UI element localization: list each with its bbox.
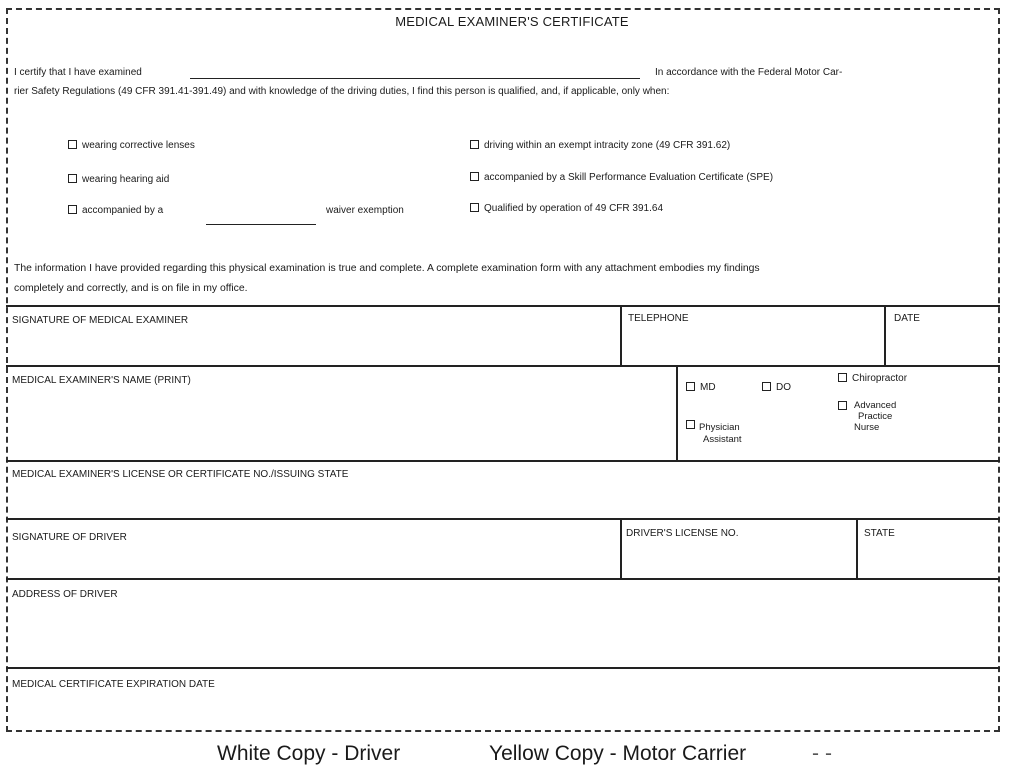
driver-address-label: ADDRESS OF DRIVER bbox=[12, 589, 118, 600]
waiver-type-field[interactable] bbox=[206, 224, 316, 225]
waiver-suffix-label: waiver exemption bbox=[326, 205, 404, 216]
md-label: MD bbox=[700, 382, 716, 393]
driver-address-field[interactable] bbox=[8, 580, 998, 666]
certificate-title: MEDICAL EXAMINER'S CERTIFICATE bbox=[395, 14, 629, 29]
driver-license-label: DRIVER'S LICENSE NO. bbox=[626, 528, 739, 539]
cfr-391-64-checkbox[interactable] bbox=[470, 203, 479, 212]
footer-yellow-copy: Yellow Copy - Motor Carrier bbox=[489, 742, 747, 765]
spe-certificate-checkbox[interactable] bbox=[470, 172, 479, 181]
state-field[interactable] bbox=[858, 520, 998, 577]
condition-corrective-lenses[interactable] bbox=[68, 140, 195, 151]
state-label: STATE bbox=[864, 528, 895, 539]
condition-waiver[interactable] bbox=[68, 205, 163, 216]
driver-signature-label: SIGNATURE OF DRIVER bbox=[12, 532, 127, 543]
waiver-prefix-label: accompanied by a bbox=[82, 205, 164, 216]
date-field[interactable] bbox=[886, 307, 998, 364]
condition-hearing-aid[interactable] bbox=[68, 174, 169, 185]
intracity-zone-checkbox[interactable] bbox=[470, 140, 479, 149]
driver-license-field[interactable] bbox=[622, 520, 855, 577]
condition-spe-certificate[interactable] bbox=[470, 172, 773, 183]
expiration-date-field[interactable] bbox=[8, 669, 998, 729]
credential-do[interactable] bbox=[762, 382, 791, 393]
expiration-date-label: MEDICAL CERTIFICATE EXPIRATION DATE bbox=[12, 679, 215, 690]
condition-intracity-zone[interactable] bbox=[470, 140, 730, 151]
credential-chiropractor[interactable] bbox=[838, 373, 907, 384]
footer-dashes: -- bbox=[812, 742, 838, 765]
certify-suffix: In accordance with the Federal Motor Car- bbox=[655, 67, 843, 78]
corrective-lenses-checkbox[interactable] bbox=[68, 140, 77, 149]
md-checkbox[interactable] bbox=[686, 382, 695, 391]
condition-391-64[interactable] bbox=[470, 203, 663, 214]
chiropractor-label: Chiropractor bbox=[852, 373, 908, 384]
credential-md[interactable] bbox=[686, 382, 716, 393]
chiropractor-checkbox[interactable] bbox=[838, 373, 847, 382]
certify-prefix: I certify that I have examined bbox=[14, 67, 142, 78]
anp-label-line2: Practice bbox=[858, 411, 893, 422]
examiner-name-label: MEDICAL EXAMINER'S NAME (PRINT) bbox=[12, 375, 191, 386]
physician-assistant-checkbox[interactable] bbox=[686, 420, 695, 429]
license-label: MEDICAL EXAMINER'S LICENSE OR CERTIFICATE NO./ISSUING STATE bbox=[12, 469, 349, 480]
intracity-zone-label: driving within an exempt intracity zone (49 CFR 391.62) bbox=[484, 140, 731, 151]
date-label: DATE bbox=[894, 313, 920, 324]
spe-certificate-label: accompanied by a Skill Performance Evaluation Certificate (SPE) bbox=[484, 172, 774, 183]
examiner-signature-field[interactable] bbox=[8, 307, 619, 364]
cfr-391-64-label: Qualified by operation of 49 CFR 391.64 bbox=[484, 203, 663, 214]
license-field[interactable] bbox=[8, 462, 998, 517]
telephone-label: TELEPHONE bbox=[628, 313, 689, 324]
examinee-name-field[interactable] bbox=[190, 78, 640, 79]
telephone-field[interactable] bbox=[622, 307, 883, 364]
examiner-name-field[interactable] bbox=[8, 367, 675, 459]
waiver-checkbox[interactable] bbox=[68, 205, 77, 214]
corrective-lenses-label: wearing corrective lenses bbox=[82, 140, 195, 151]
grid-line bbox=[676, 365, 678, 460]
pa-label-line2: Assistant bbox=[703, 434, 742, 445]
hearing-aid-checkbox[interactable] bbox=[68, 174, 77, 183]
pa-label-line1: Physician bbox=[699, 422, 740, 433]
anp-label-line3: Nurse bbox=[854, 422, 880, 433]
do-checkbox[interactable] bbox=[762, 382, 771, 391]
hearing-aid-label: wearing hearing aid bbox=[82, 174, 170, 185]
advanced-practice-nurse-checkbox[interactable] bbox=[838, 401, 847, 410]
do-label: DO bbox=[776, 382, 791, 393]
footer-white-copy: White Copy - Driver bbox=[217, 742, 401, 765]
driver-signature-field[interactable] bbox=[8, 520, 619, 577]
attestation-line2: completely and correctly, and is on file in my office. bbox=[14, 283, 248, 294]
anp-label-line1: Advanced bbox=[854, 400, 897, 411]
attestation-line1: The information I have provided regarding this physical examination is true and complete. A complete examination form with any attachment embodies my findings bbox=[14, 263, 760, 274]
examiner-signature-label: SIGNATURE OF MEDICAL EXAMINER bbox=[12, 315, 189, 326]
certify-line2: rier Safety Regulations (49 CFR 391.41-391.49) and with knowledge of the driving duties, I find this person is qualified, and, if applicable, only when: bbox=[14, 86, 670, 97]
